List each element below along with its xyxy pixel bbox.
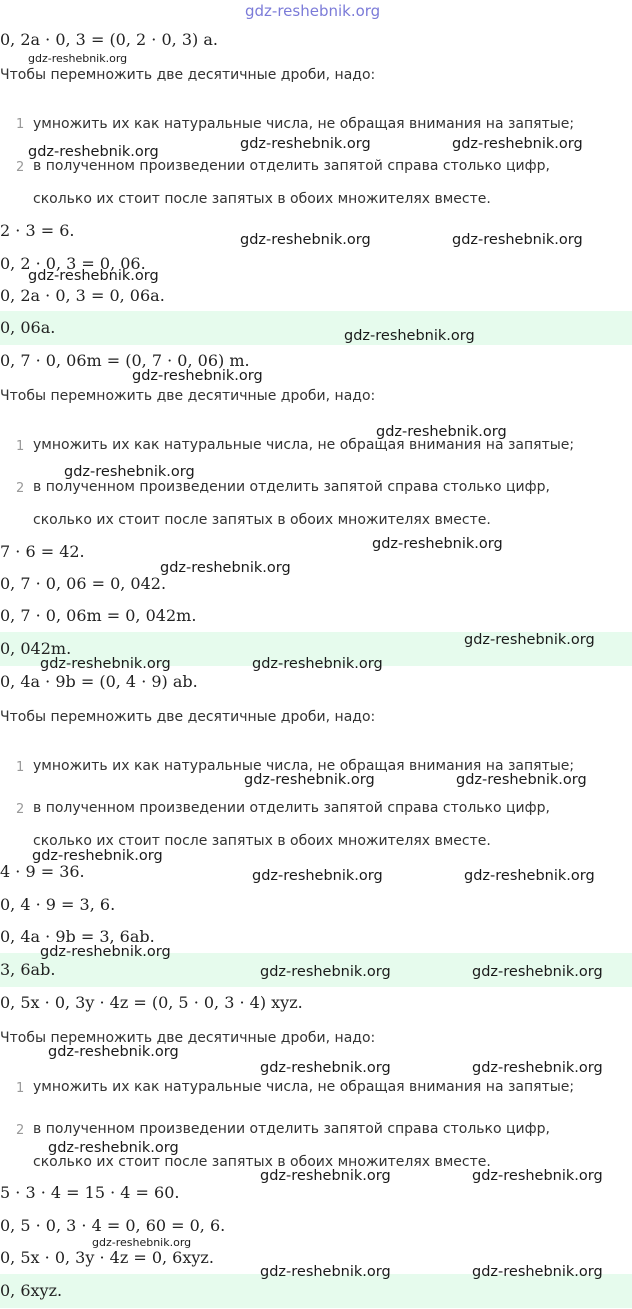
watermark[interactable]: gdz-reshebnik.org <box>132 368 263 384</box>
step-text: сколько их стоит после запятых в обоих множителях вместе. <box>33 833 491 849</box>
step-text: сколько их стоит после запятых в обоих множителях вместе. <box>33 1154 491 1170</box>
calc-line: 2 · 3 = 6. <box>0 221 75 240</box>
calc-line: 0, 2a · 0, 3 = 0, 06a. <box>0 286 165 305</box>
step-text: умножить их как натуральные числа, не обращая внимания на запятые; <box>33 437 575 453</box>
watermark[interactable]: gdz-reshebnik.org <box>32 848 163 864</box>
watermark[interactable]: gdz-reshebnik.org <box>372 536 503 552</box>
expression-line: 0, 7 · 0, 06m = (0, 7 · 0, 06) m. <box>0 351 250 370</box>
calc-line: 0, 7 · 0, 06 = 0, 042. <box>0 574 167 593</box>
answer-line: 0, 6xyz. <box>0 1281 63 1300</box>
answer-line: 3, 6ab. <box>0 960 56 979</box>
header-watermark[interactable]: gdz-reshebnik.org <box>245 2 381 20</box>
watermark[interactable]: gdz-reshebnik.org <box>456 772 587 788</box>
watermark[interactable]: gdz-reshebnik.org <box>472 1168 603 1184</box>
step-text: сколько их стоит после запятых в обоих множителях вместе. <box>33 512 491 528</box>
watermark[interactable]: gdz-reshebnik.org <box>260 1168 391 1184</box>
calc-line: 0, 4a · 9b = 3, 6ab. <box>0 927 155 946</box>
step-number: 1 <box>16 1081 25 1096</box>
watermark[interactable]: gdz-reshebnik.org <box>160 560 291 576</box>
watermark[interactable]: gdz-reshebnik.org <box>92 1236 192 1249</box>
step-text: в полученном произведении отделить запятой справа столько цифр, <box>33 158 550 174</box>
step-text: в полученном произведении отделить запятой справа столько цифр, <box>33 800 550 816</box>
watermark[interactable]: gdz-reshebnik.org <box>464 868 595 884</box>
step-text: сколько их стоит после запятых в обоих множителях вместе. <box>33 191 491 207</box>
watermark[interactable]: gdz-reshebnik.org <box>252 868 383 884</box>
answer-highlight <box>0 311 632 345</box>
watermark[interactable]: gdz-reshebnik.org <box>472 1060 603 1076</box>
calc-line: 5 · 3 · 4 = 15 · 4 = 60. <box>0 1183 180 1202</box>
rule-intro: Чтобы перемножить две десятичные дроби, надо: <box>0 388 376 404</box>
watermark[interactable]: gdz-reshebnik.org <box>260 1060 391 1076</box>
watermark[interactable]: gdz-reshebnik.org <box>40 944 171 960</box>
watermark[interactable]: gdz-reshebnik.org <box>48 1044 179 1060</box>
watermark[interactable]: gdz-reshebnik.org <box>472 964 603 980</box>
watermark[interactable]: gdz-reshebnik.org <box>28 144 159 160</box>
watermark[interactable]: gdz-reshebnik.org <box>252 656 383 672</box>
step-number: 1 <box>16 439 25 454</box>
watermark[interactable]: gdz-reshebnik.org <box>376 424 507 440</box>
expression-line: 0, 4a · 9b = (0, 4 · 9) ab. <box>0 672 198 691</box>
rule-intro: Чтобы перемножить две десятичные дроби, надо: <box>0 1030 376 1046</box>
rule-intro: Чтобы перемножить две десятичные дроби, надо: <box>0 709 376 725</box>
watermark[interactable]: gdz-reshebnik.org <box>48 1140 179 1156</box>
step-number: 2 <box>16 802 25 817</box>
answer-line: 0, 06a. <box>0 318 56 337</box>
step-text: умножить их как натуральные числа, не обращая внимания на запятые; <box>33 758 575 774</box>
calc-line: 0, 2 · 0, 3 = 0, 06. <box>0 254 146 273</box>
step-number: 2 <box>16 1123 25 1138</box>
calc-line: 0, 5x · 0, 3y · 4z = 0, 6xyz. <box>0 1248 214 1267</box>
step-text: в полученном произведении отделить запятой справа столько цифр, <box>33 1121 550 1137</box>
watermark[interactable]: gdz-reshebnik.org <box>28 268 159 284</box>
calc-line: 0, 5 · 0, 3 · 4 = 0, 60 = 0, 6. <box>0 1216 226 1235</box>
answer-line: 0, 042m. <box>0 639 72 658</box>
watermark[interactable]: gdz-reshebnik.org <box>472 1264 603 1280</box>
watermark[interactable]: gdz-reshebnik.org <box>240 136 371 152</box>
watermark[interactable]: gdz-reshebnik.org <box>452 232 583 248</box>
step-number: 1 <box>16 117 25 132</box>
watermark[interactable]: gdz-reshebnik.org <box>64 464 195 480</box>
calc-line: 7 · 6 = 42. <box>0 542 85 561</box>
step-number: 2 <box>16 160 25 175</box>
expression-line: 0, 5x · 0, 3y · 4z = (0, 5 · 0, 3 · 4) xyz. <box>0 993 303 1012</box>
watermark[interactable]: gdz-reshebnik.org <box>40 656 171 672</box>
expression-line: 0, 2a · 0, 3 = (0, 2 · 0, 3) a. <box>0 30 218 49</box>
step-text: в полученном произведении отделить запятой справа столько цифр, <box>33 479 550 495</box>
watermark[interactable]: gdz-reshebnik.org <box>344 328 475 344</box>
step-text: умножить их как натуральные числа, не обращая внимания на запятые; <box>33 116 575 132</box>
watermark[interactable]: gdz-reshebnik.org <box>464 632 595 648</box>
watermark[interactable]: gdz-reshebnik.org <box>28 52 128 65</box>
step-number: 1 <box>16 760 25 775</box>
rule-intro: Чтобы перемножить две десятичные дроби, надо: <box>0 67 376 83</box>
watermark[interactable]: gdz-reshebnik.org <box>244 772 375 788</box>
watermark[interactable]: gdz-reshebnik.org <box>452 136 583 152</box>
calc-line: 0, 4 · 9 = 3, 6. <box>0 895 116 914</box>
calc-line: 0, 7 · 0, 06m = 0, 042m. <box>0 606 197 625</box>
watermark[interactable]: gdz-reshebnik.org <box>260 964 391 980</box>
step-number: 2 <box>16 481 25 496</box>
watermark[interactable]: gdz-reshebnik.org <box>240 232 371 248</box>
watermark[interactable]: gdz-reshebnik.org <box>260 1264 391 1280</box>
step-text: умножить их как натуральные числа, не обращая внимания на запятые; <box>33 1079 575 1095</box>
calc-line: 4 · 9 = 36. <box>0 862 85 881</box>
